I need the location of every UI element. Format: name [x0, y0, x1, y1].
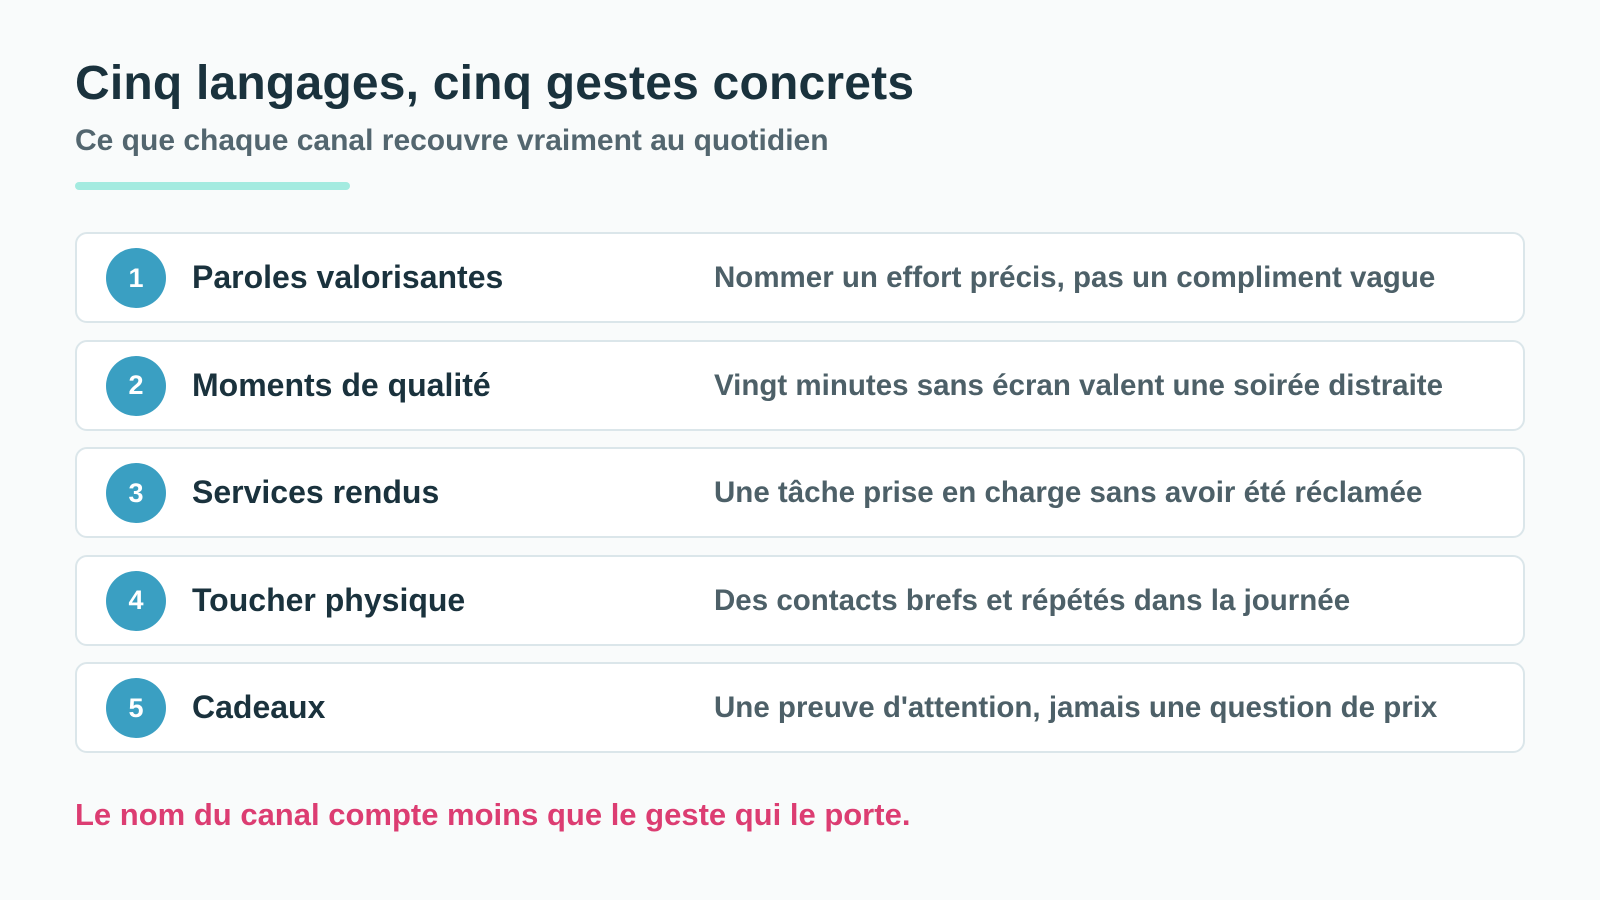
list-item	[75, 555, 1525, 646]
item-label: Moments de qualité	[192, 366, 491, 403]
item-description: Une preuve d'attention, jamais une question de prix	[714, 691, 1438, 724]
item-description: Des contacts brefs et répétés dans la journée	[714, 583, 1351, 617]
item-description: Vingt minutes sans écran valent une soirée distraite	[714, 368, 1444, 402]
takeaway-text: Le nom du canal compte moins que le geste qui le porte.	[75, 797, 911, 832]
number-badge: 5	[106, 678, 166, 738]
list-item	[75, 232, 1525, 323]
list-item	[75, 447, 1525, 538]
item-description: Une tâche prise en charge sans avoir été réclamée	[714, 476, 1423, 509]
item-list	[75, 232, 1525, 770]
accent-bar	[75, 182, 350, 190]
list-item	[75, 662, 1525, 753]
item-label: Cadeaux	[192, 689, 326, 725]
item-label: Services rendus	[192, 474, 440, 510]
number-badge: 1	[106, 248, 166, 308]
page-subtitle: Ce que chaque canal recouvre vraiment au quotidien	[75, 124, 829, 157]
number-badge: 4	[106, 571, 166, 631]
number-badge: 3	[106, 463, 166, 523]
page-title: Cinq langages, cinq gestes concrets	[75, 57, 915, 110]
item-label: Paroles valorisantes	[192, 259, 504, 295]
item-label: Toucher physique	[192, 581, 466, 618]
slide	[75, 0, 1525, 900]
list-item	[75, 340, 1525, 431]
number-badge: 2	[106, 356, 166, 416]
item-description: Nommer un effort précis, pas un compliment vague	[714, 261, 1436, 294]
